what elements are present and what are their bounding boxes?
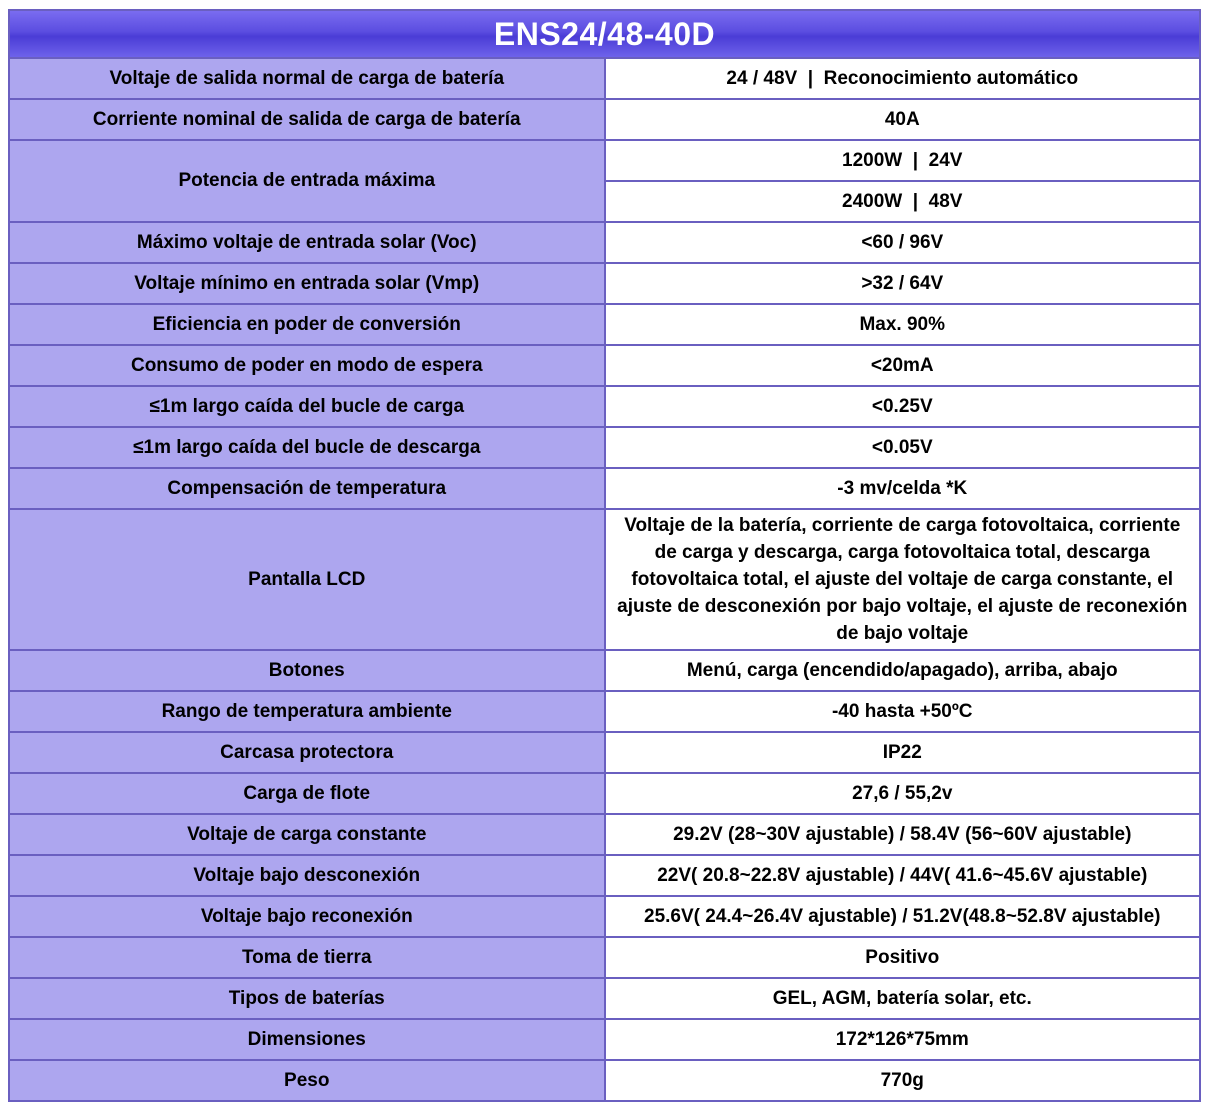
row-label: Corriente nominal de salida de carga de batería bbox=[9, 99, 605, 140]
table-row bbox=[9, 937, 1200, 978]
table-row bbox=[9, 304, 1200, 345]
table-row bbox=[9, 978, 1200, 1019]
row-value: 2400W | 48V bbox=[605, 181, 1201, 222]
table-row bbox=[9, 814, 1200, 855]
table-row bbox=[9, 99, 1200, 140]
row-label: Voltaje bajo desconexión bbox=[9, 855, 605, 896]
row-label: Peso bbox=[9, 1060, 605, 1101]
row-label: Eficiencia en poder de conversión bbox=[9, 304, 605, 345]
table-row bbox=[9, 855, 1200, 896]
table-row bbox=[9, 263, 1200, 304]
spec-table bbox=[8, 9, 1201, 1102]
row-label: Tipos de baterías bbox=[9, 978, 605, 1019]
row-value: 1200W | 24V bbox=[605, 140, 1201, 181]
row-label: Pantalla LCD bbox=[9, 509, 605, 650]
row-value: 29.2V (28~30V ajustable) / 58.4V (56~60V ajustable) bbox=[605, 814, 1201, 855]
table-title: ENS24/48-40D bbox=[9, 10, 1200, 58]
row-value: 25.6V( 24.4~26.4V ajustable) / 51.2V(48.8~52.8V ajustable) bbox=[605, 896, 1201, 937]
table-row bbox=[9, 650, 1200, 691]
row-value: IP22 bbox=[605, 732, 1201, 773]
row-value: Menú, carga (encendido/apagado), arriba, abajo bbox=[605, 650, 1201, 691]
table-row bbox=[9, 1019, 1200, 1060]
row-value: Positivo bbox=[605, 937, 1201, 978]
table-row bbox=[9, 345, 1200, 386]
row-value: Max. 90% bbox=[605, 304, 1201, 345]
table-row bbox=[9, 509, 1200, 650]
row-value: <0.05V bbox=[605, 427, 1201, 468]
table-row bbox=[9, 468, 1200, 509]
row-label: Carga de flote bbox=[9, 773, 605, 814]
row-label: Carcasa protectora bbox=[9, 732, 605, 773]
row-label: Consumo de poder en modo de espera bbox=[9, 345, 605, 386]
row-label: ≤1m largo caída del bucle de carga bbox=[9, 386, 605, 427]
row-value: -40 hasta +50ºC bbox=[605, 691, 1201, 732]
row-value: <60 / 96V bbox=[605, 222, 1201, 263]
row-value: GEL, AGM, batería solar, etc. bbox=[605, 978, 1201, 1019]
row-label: Dimensiones bbox=[9, 1019, 605, 1060]
row-value: 22V( 20.8~22.8V ajustable) / 44V( 41.6~45.6V ajustable) bbox=[605, 855, 1201, 896]
row-value: Voltaje de la batería, corriente de carga fotovoltaica, corriente de carga y descarga, carga fotovoltaica total, descarga fotovoltaica total, el ajuste del voltaje de carga constante, el ajuste de desconexión por bajo voltaje, el ajuste de reconexión de bajo voltaje bbox=[605, 509, 1201, 650]
row-label: Rango de temperatura ambiente bbox=[9, 691, 605, 732]
row-label: Voltaje mínimo en entrada solar (Vmp) bbox=[9, 263, 605, 304]
row-label: Máximo voltaje de entrada solar (Voc) bbox=[9, 222, 605, 263]
table-row bbox=[9, 691, 1200, 732]
row-label: Toma de tierra bbox=[9, 937, 605, 978]
row-label: ≤1m largo caída del bucle de descarga bbox=[9, 427, 605, 468]
row-value: >32 / 64V bbox=[605, 263, 1201, 304]
row-label: Botones bbox=[9, 650, 605, 691]
table-row bbox=[9, 386, 1200, 427]
row-label: Voltaje de salida normal de carga de batería bbox=[9, 58, 605, 99]
row-label: Potencia de entrada máxima bbox=[9, 140, 605, 222]
table-row bbox=[9, 896, 1200, 937]
table-row bbox=[9, 1060, 1200, 1101]
table-row bbox=[9, 732, 1200, 773]
row-value: 40A bbox=[605, 99, 1201, 140]
table-row bbox=[9, 58, 1200, 99]
table-row bbox=[9, 427, 1200, 468]
row-label: Compensación de temperatura bbox=[9, 468, 605, 509]
row-value: 24 / 48V | Reconocimiento automático bbox=[605, 58, 1201, 99]
row-value: 27,6 / 55,2v bbox=[605, 773, 1201, 814]
table-row bbox=[9, 222, 1200, 263]
spec-table-container bbox=[8, 9, 1201, 1102]
row-value: 770g bbox=[605, 1060, 1201, 1101]
title-row bbox=[9, 10, 1200, 58]
table-row bbox=[9, 140, 1200, 181]
row-value: <0.25V bbox=[605, 386, 1201, 427]
row-value: 172*126*75mm bbox=[605, 1019, 1201, 1060]
row-label: Voltaje de carga constante bbox=[9, 814, 605, 855]
row-value: -3 mv/celda *K bbox=[605, 468, 1201, 509]
row-value: <20mA bbox=[605, 345, 1201, 386]
table-row bbox=[9, 773, 1200, 814]
row-label: Voltaje bajo reconexión bbox=[9, 896, 605, 937]
